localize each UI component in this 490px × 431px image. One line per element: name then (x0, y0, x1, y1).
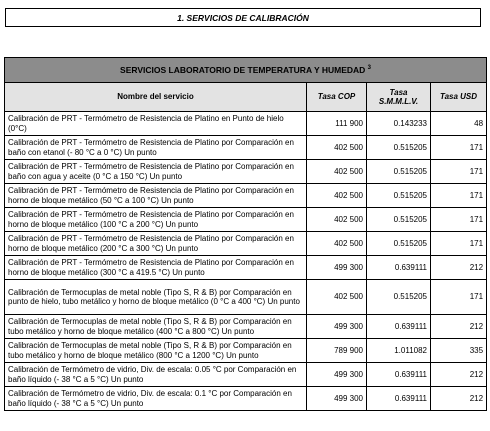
table-row (5, 136, 487, 160)
row-service-name: Calibración de PRT - Termómetro de Resistencia de Platino por Comparación en horno de bloque metálico (50 °C a 100 °C) Un punto (5, 184, 307, 208)
row-service-name: Calibración de PRT - Termómetro de Resistencia de Platino por Comparación en baño con agua y aceite (0 °C a 150 °C) Un punto (5, 160, 307, 184)
row-smmlv: 0.639111 (367, 315, 431, 339)
table-row (5, 280, 487, 315)
row-usd: 212 (431, 315, 487, 339)
row-service-name: Calibración de PRT - Termómetro de Resistencia de Platino por Comparación en baño con etanol (- 80 °C a 0 °C) Un punto (5, 136, 307, 160)
row-service-name: Calibración de PRT - Termómetro de Resistencia de Platino por Comparación en horno de bloque metálico (200 °C a 300 °C) Un punto (5, 232, 307, 256)
row-smmlv: 0.143233 (367, 112, 431, 136)
row-cop: 499 300 (307, 256, 367, 280)
row-cop: 499 300 (307, 387, 367, 411)
row-usd: 212 (431, 387, 487, 411)
col-header-smmlv-line1: Tasa (389, 87, 408, 97)
row-smmlv: 0.639111 (367, 256, 431, 280)
row-cop: 111 900 (307, 112, 367, 136)
row-service-name: Calibración de Termómetro de vidrio, Div. de escala: 0.05 °C por Comparación en baño líquido (- 38 °C a 5 °C) Un punto (5, 363, 307, 387)
row-service-name: Calibración de PRT - Termómetro de Resistencia de Platino por Comparación en horno de bloque metálico (100 °C a 200 °C) Un punto (5, 208, 307, 232)
col-header-name: Nombre del servicio (5, 83, 307, 112)
col-header-usd: Tasa USD (431, 83, 487, 112)
row-usd: 171 (431, 208, 487, 232)
col-header-smmlv-line2: S.M.M.L.V. (378, 97, 419, 106)
row-cop: 499 300 (307, 315, 367, 339)
row-smmlv: 0.515205 (367, 232, 431, 256)
row-usd: 212 (431, 363, 487, 387)
group-header-text: SERVICIOS LABORATORIO DE TEMPERATURA Y HUMEDAD (120, 65, 366, 76)
group-header-row (5, 58, 487, 83)
table-row (5, 315, 487, 339)
table-row (5, 256, 487, 280)
row-usd: 171 (431, 136, 487, 160)
table-row (5, 363, 487, 387)
row-service-name: Calibración de PRT - Termómetro de Resistencia de Platino por Comparación en horno de bloque metálico (300 °C a 419.5 °C) Un punto (5, 256, 307, 280)
table-row (5, 112, 487, 136)
row-usd: 48 (431, 112, 487, 136)
row-smmlv: 0.515205 (367, 160, 431, 184)
row-service-name: Calibración de PRT - Termómetro de Resistencia de Platino en Punto de hielo (0°C) (5, 112, 307, 136)
table-row (5, 160, 487, 184)
table-row (5, 339, 487, 363)
col-header-cop: Tasa COP (307, 83, 367, 112)
row-smmlv: 0.639111 (367, 387, 431, 411)
row-usd: 171 (431, 232, 487, 256)
table-row (5, 208, 487, 232)
row-cop: 402 500 (307, 160, 367, 184)
row-cop: 402 500 (307, 184, 367, 208)
row-smmlv: 1.011082 (367, 339, 431, 363)
row-smmlv: 0.515205 (367, 208, 431, 232)
table-row (5, 184, 487, 208)
row-usd: 171 (431, 280, 487, 315)
row-usd: 171 (431, 160, 487, 184)
row-cop: 402 500 (307, 232, 367, 256)
row-service-name: Calibración de Termocuplas de metal noble (Tipo S, R & B) por Comparación en tubo metálico y horno de bloque metálico (800 °C a 1200 °C) Un punto (5, 339, 307, 363)
row-smmlv: 0.639111 (367, 363, 431, 387)
row-service-name: Calibración de Termocuplas de metal noble (Tipo S, R & B) por Comparación en punto de hielo, tubo metálico y horno de bloque metálico (0 °C a 400 °C) Un punto (5, 280, 307, 315)
row-usd: 212 (431, 256, 487, 280)
section-title (5, 8, 481, 27)
table-body (5, 112, 487, 411)
row-cop: 402 500 (307, 136, 367, 160)
group-header (5, 58, 487, 83)
row-cop: 402 500 (307, 280, 367, 315)
row-smmlv: 0.515205 (367, 184, 431, 208)
services-table (4, 57, 487, 411)
col-header-smmlv (367, 83, 431, 112)
row-cop: 499 300 (307, 363, 367, 387)
group-header-footnote: 3 (367, 65, 372, 72)
row-service-name: Calibración de Termómetro de vidrio, Div. de escala: 0.1 °C por Comparación en baño líquido (- 38 °C a 5 °C) Un punto (5, 387, 307, 411)
table-row (5, 232, 487, 256)
row-usd: 335 (431, 339, 487, 363)
row-service-name: Calibración de Termocuplas de metal noble (Tipo S, R & B) por Comparación en tubo metálico y horno de bloque metálico (400 °C a 800 °C) Un punto (5, 315, 307, 339)
row-smmlv: 0.515205 (367, 280, 431, 315)
table-row (5, 387, 487, 411)
row-cop: 789 900 (307, 339, 367, 363)
row-smmlv: 0.515205 (367, 136, 431, 160)
section-title-text: 1. SERVICIOS DE CALIBRACIÓN (177, 12, 309, 23)
column-header-row (5, 83, 487, 112)
row-usd: 171 (431, 184, 487, 208)
row-cop: 402 500 (307, 208, 367, 232)
